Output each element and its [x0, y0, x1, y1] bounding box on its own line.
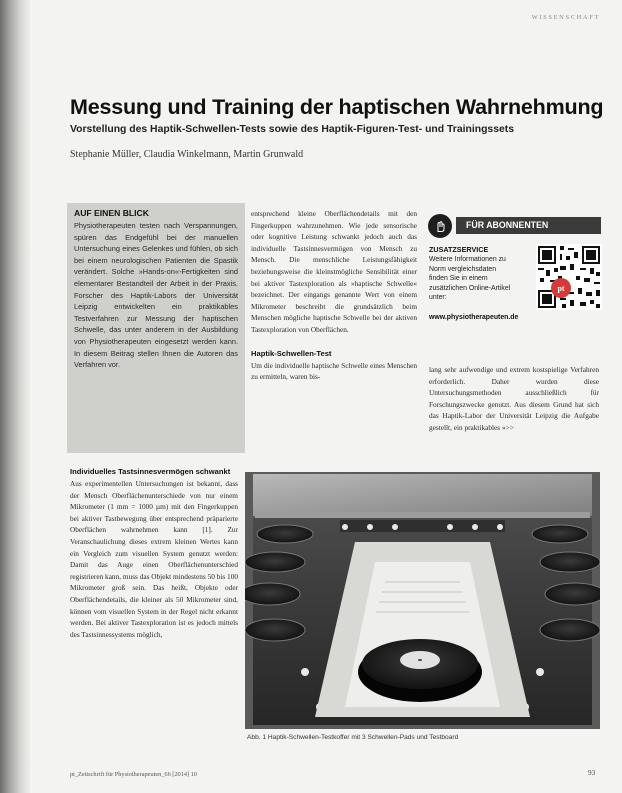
figure-caption: Abb. 1 Haptik-Schwellen-Testkoffer mit 3 Schwellen-Pads und Testboard [247, 734, 459, 741]
page-spine-shadow [0, 0, 30, 793]
abstract-heading: AUF EINEN BLICK [74, 208, 149, 218]
subscriber-banner [426, 212, 604, 238]
article-authors: Stephanie Müller, Claudia Winkelmann, Martin Grunwald [70, 149, 304, 160]
subscriber-banner-label: FÜR ABONNENTEN [456, 217, 601, 234]
article-title: Messung und Training der haptischen Wahrnehmung [70, 95, 604, 119]
section-label: WISSENSCHAFT [531, 14, 600, 21]
article-subtitle: Vorstellung des Haptik-Schwellen-Tests sowie des Haptik-Figuren-Test- und Trainingssets [70, 124, 514, 135]
column-3-text: lang sehr aufwendige und extrem kostspielige Verfahren erforderlich. Daher wurden diese Untersuchungsmethoden ausschließlich für Forschungszwecke genutzt. Aus diesem Grund hat sich das Haptik-Labor der Universität Leipzig die Aufgabe gestellt, ein praktikables »>> [429, 365, 599, 432]
test-case-illustration [245, 472, 600, 729]
column-3 [429, 364, 599, 434]
column-1-text: Aus experimentellen Untersuchungen ist bekannt, dass der Mensch Oberflächenunterschiede von nur einem Mikrometer (1 mm = 1000 µm) mit den Fingerkuppen bei aktiver Tastbewegung über entsprechend präparierte Oberflächen wahrnehmen kann [1]. Zur Veranschaulichung dieses extrem kleinen Wertes kann ein Vergleich zum visuellen System genutzt werden: Damit das Auge einen Oberflächenunterschied registrieren kann, muss das Objekt mindestens 50 bis 100 Mikrometer groß sein. Das heißt, Objekte oder Oberflächendetails, die kleiner als 50 Mikrometer sind, können vom visuellen System in der Regel nicht erkannt werden. Bei aktiver Tastexploration ist es jedoch mittels des Tastsinnessystems möglich, [70, 479, 239, 639]
subscriber-box [426, 212, 604, 352]
column-2 [251, 208, 417, 383]
abstract-box [67, 203, 245, 453]
column-2-text-continued: Um die individuelle haptische Schwelle eines Menschen zu ermitteln, waren bis- [251, 360, 417, 382]
column-2-text: entsprechend kleine Oberflächendetails mit den Fingerkuppen wahrzunehmen. Wie jede sensorische oder kognitive Leistung schwankt jedoch auch das individuelle Tastsinnesvermögen von Mensch zu Mensch. Die menschliche Leistungsfähigkeit beziehungsweise die kleinstmögliche Sensibilität einer bei aktiver Tastexploration als »haptische Schwelle« bezeichnet. Der eingangs genannte Wert von einem Mikrometer beschreibt die grundsätzlich beim Menschen mögliche haptische Schwelle bei der aktiven Tastexploration von Oberflächen. [251, 209, 417, 334]
figure-photo [245, 472, 600, 729]
column-1 [70, 466, 238, 640]
zusatzservice-text: Weitere Informationen zu Norm vergleichsdaten finden Sie in einem zusätzlichen Online-Artikel unter: [429, 256, 511, 301]
abstract-text: Physiotherapeuten testen nach Verspannungen, spüren das Endgefühl bei der manuellen Untersuchung eines Gelenkes und fühlen, ob sich bei einem neurologischen Patienten die Spastik verändert. Solche »Hands-on«-Fertigkeiten sind elementarer Bestandteil der Arbeit in der Praxis. Forscher des Haptik-Labors der Universität Leipzig entwickelten ein praktikables Testverfahren zur Messung der haptischen Schwelle, das unter anderem in der Ausbildung von Physiotherapeuten eingesetzt werden kann. In diesem Beitrag stellen Ihnen die Autoren das Verfahren vor. [74, 221, 238, 370]
zusatzservice-heading: ZUSATZSERVICE [429, 245, 489, 254]
hand-touch-icon [428, 214, 452, 238]
section-heading-haptik-schwellen-test: Haptik-Schwellen-Test [251, 348, 332, 358]
zusatzservice-link[interactable]: www.physiotherapeuten.de [429, 314, 519, 321]
section-heading-tastsinn: Individuelles Tastsinnesvermögen schwankt [70, 467, 231, 476]
page-number: 93 [588, 769, 596, 777]
footer-journal: pt_Zeitschrift für Physiotherapeuten_66 [2014] 10 [70, 771, 197, 778]
pt-logo-badge: pt [551, 278, 571, 298]
qr-code-icon[interactable] [536, 244, 602, 310]
